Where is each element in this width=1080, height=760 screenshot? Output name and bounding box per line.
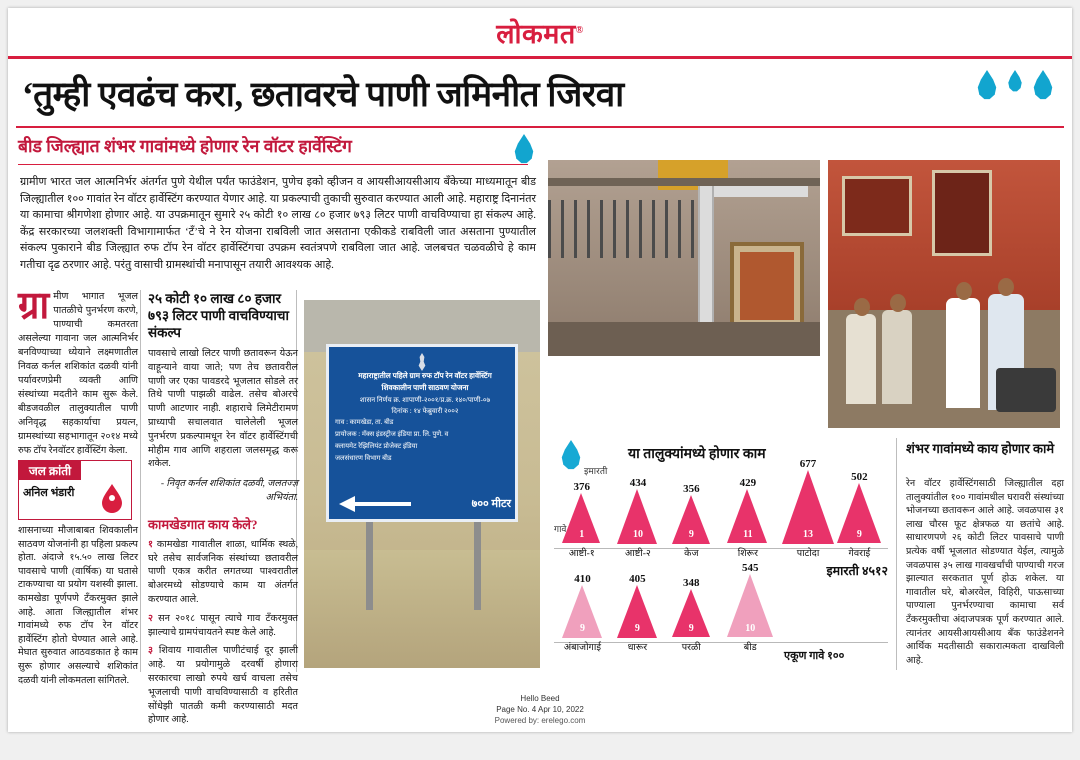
chart-bar-label: आष्टी-१ [568,548,595,559]
signboard-text [335,371,515,464]
list-item-text: कामखेडा गावातील शाळा, धार्मिक स्थळे, घरे तसेच सार्वजनिक संस्थांच्या छतावरील पाणी एकत्र करीत लगतच्या पाश्वरातील बोअरमध्ये सोडण्याचे काम या अंतर्गत करण्यात आले. [148,538,298,605]
chart-title: या तालुक्यांमध्ये होणार काम [628,447,766,462]
photo-gutter-pipe [698,186,808,197]
photo-base [548,322,820,356]
chart-bar-value: 677 [799,458,817,470]
chart-bar [672,577,710,653]
photo-signboard [304,300,540,668]
left-arrow-icon [339,497,411,511]
water-drop-decoration [976,70,1054,100]
chart-bar-village-count: 9 [856,528,862,540]
chart-bar-value: 405 [629,572,646,585]
chart-bar [617,477,659,559]
chart-bar [562,573,603,653]
list-item [148,538,298,607]
chart-total-villages: एकूण गावे १०० [784,650,845,662]
columnist-box [18,460,132,520]
chart-bar-village-count: 9 [688,622,694,634]
water-drop-decoration-2 [513,134,535,164]
chart-block [548,444,888,668]
list-item-number: ३ [148,645,153,657]
newspaper-page [8,8,1072,732]
photo-pipe-installation [548,160,820,356]
section-heading: २५ कोटी १० लाख ८० हजार ७९३ लिटर पाणी वाचविण्याचा संकल्प [148,291,289,340]
photo-person [882,310,912,404]
list-item-text: सन २०१८ पासून त्याचे गाव टँकरमुक्त झाल्याचे ग्रामपंचायतने स्पष्ट केले आहे. [148,612,298,638]
masthead [8,8,1072,59]
chart-bar-village-count: 10 [632,528,643,540]
photo-ground [304,550,540,668]
left-column-body: मीण भागात भूजल पातळीचे पुनर्भरण करणे, पाण्याची कमतरता असलेल्या गावाना जल आत्मनिर्भर बनविण्याच्या ध्येयाने लक्ष्मणातील निवळ कर्नल शशिकांत दळवी यांनी पर्यावरणप्रेमी व्यक्ती आणि संस्थांच्या मदतीने काम सुरू केले. बीडजवळील तालुक्यातील पाणी अनिवृद्ध सहकार्याचा प्रयत्न, ग्रामस्थांच्या सहभागातून २०१४ मध्ये रुफ टॉप रेनवॉटर हार्वेस्टिंग केला. [18,291,138,456]
signboard-leg [474,522,481,610]
chart-bar-label: गेवराई [848,548,871,559]
chart-bar-village-count: 13 [803,529,813,540]
chart-bar-label: शिरूर [737,548,758,559]
emblem-icon [416,353,428,371]
column-divider [896,438,897,670]
chart-bar [617,573,658,653]
chart-bar-label: पाटोदा [796,549,820,559]
logo-text: लोकमत [496,18,576,49]
legend-label-villages: गावे [554,524,567,534]
chart-bar-value: 348 [682,577,700,590]
signboard-line-5: गाव : कामखेडा, ता. बीड [335,419,394,426]
water-drop-icon [560,440,582,470]
chart-bar-value: 376 [573,481,591,494]
water-drop-icon [1032,70,1054,100]
chart-bar-village-count: 9 [634,622,640,634]
chart-bar-village-count: 11 [743,528,753,540]
chart-bar-label: आष्टी-२ [625,548,651,559]
quote-attribution: - निवृत कर्नल शशिकांत दळवी, जलतज्ज्ञ अभियंता. [160,478,298,503]
photo-motorcycle [996,368,1056,412]
water-drop-icon [1007,70,1023,92]
water-drop-icon [976,70,998,100]
second-column-body: पावसाचे लाखो लिटर पाणी छतावरून येऊन वाहून्याने वाया जाते; पण तेच छतावरील पाणी जर एका पावडरदे भूजलात सोडले तर तिथे पाणी पाझळी वाढेल. तसेच बोअरचे पाणी आटणार नाही. शहाराचे लिमेटीरामण प्राध्यापी सचालवात चालेलेली भूजल पुनर्भरण प्रकल्पामधून रेन वॉटर हार्वेस्टिंगची मोहीम गाव आणि शहराला जलसमृद्ध करू शकेल. [148,348,298,470]
trademark-symbol: ® [575,24,584,36]
chart-bar-label: परळी [681,642,701,653]
chart-bar [837,471,882,559]
photo-villagers [828,160,1060,428]
chart-bar [727,477,769,559]
signboard-line-6: प्रायोजक : मॅक्स इंडस्ट्रीज इंडिया प्रा. लि. पुणे. व [335,431,449,438]
column-brand-tab: जल क्रांती [19,461,81,480]
publication-logo [496,14,584,51]
photo-person [946,298,980,408]
chart-bar [672,483,711,559]
chart-bar-village-count: 1 [579,528,585,540]
columnist-name: अनिल भंडारी [23,487,75,499]
chart-bar [782,458,834,559]
water-drop-person-icon [99,483,125,513]
chart-bar-value: 434 [629,476,647,489]
photo-person-head [854,298,870,316]
second-column [148,290,298,727]
legend-drop-icon [560,440,582,470]
signboard-line-1: महाराष्ट्रातील पहिले ग्राम रुफ टॉप रेन वॉटर हार्वेस्टिंग [358,371,492,380]
photo-painting-inner [740,252,794,320]
chart-bar-label: बीड [743,642,757,653]
page-title: ‘तुम्ही एवढंच करा, छतावरचे पाणी जमिनीत जिरवा [22,74,624,114]
signboard-line-7: क्लायमेट रेझिलियंट प्रोजेक्ट इंडिया [335,443,418,450]
footer-source: Hello Beed [520,694,560,703]
photo-person-head [998,278,1014,296]
signboard-direction [339,496,511,511]
chart-bar-value: 502 [851,471,868,484]
photo-person [846,314,876,404]
water-drop-icon [513,134,535,164]
chart-bar-value: 429 [739,477,757,490]
photo-person-head [956,282,972,300]
chart-bar-value: 410 [574,572,591,585]
list-item-number: १ [148,538,153,550]
signboard-line-4: दिनांक : १४ फेब्रुवारी २००२ [391,407,459,415]
chart-bar [727,562,774,653]
photo-window [842,176,912,236]
drop-cap: ग्रा [18,285,50,327]
footer [8,693,1072,726]
list-item-text: शिवाय गावातील पाणीटंचाई दूर झाली आहे. या प्रयोगामुळे दरवर्षी होणारा सरकारचा लाखो रुपये खर्च वाचला तसेच भूजलाची पाणी वाचविण्यासाठी व हरितीत सोंधेझी पातळी कमी करण्यासाठी मदत होणार आहे. [148,645,298,726]
chart-bar-village-count: 10 [745,622,756,634]
chart-bar-label: अंबाजोगाई [563,642,602,653]
photo-person-head [890,294,906,312]
photo-roofline [548,178,820,186]
signboard [326,344,518,522]
list-item [148,612,298,640]
photo-railing [548,200,698,258]
chart-axis-row-2 [554,642,888,643]
chart-bar-village-count: 9 [579,622,585,634]
photo-door [932,170,992,256]
footer-page-date: Page No. 4 Apr 10, 2022 [496,705,584,714]
right-column-heading: शंभर गावांमध्ये काय होणार कामे [906,441,1055,456]
divider [16,126,1064,128]
signboard-leg [366,522,373,610]
legend-label-buildings: इमारती [584,466,608,476]
right-column-body: रेन वॉटर हार्वेस्टिंगसाठी जिल्ह्यातील दहा तालुक्यांतील १०० गावांमधील घरावरी संस्थांच्या भोजनच्या छतावरून आले आहे. जवळपास ३१ लाख चौरस फूट क्षेत्रफळ या छतांचे आहे. साधारणपणे २६ कोटी लिटर पावसाचे पाणी प्रत्येक वर्षी भूजलात सोडण्यात येईल, त्यामुळे जवळपास ३५ लाख गावखर्चांची पाण्याची गरज झाल्यात सरकतात पूर्ण होऊ शकेल. या गावातील घरे, बोअरवेल, विहिरी, पाऊसाच्या पाण्याला पुनर्भरण्याचा कामाचा सर्व टँकरमुक्तीचा अंदाजपत्रक पूर्ण करण्यात आले. त्यानंतर आयसीआयसीआय बँक फाउंडेशनने आर्थिक मदतीसाठी सकारात्मकता दाखविली आहे. [906,479,1064,666]
list-item-number: २ [148,612,153,624]
subhead-box [18,134,528,165]
signboard-line-3: शासन निर्णय क्र. शापाणी-२००१/प्र.क्र. १४०/पाणी-०७ [359,396,491,404]
signboard-line-8: जलसंधारण विभाग बीड [335,455,392,462]
chart-bar-label: केज [684,548,699,559]
chart-bar [562,481,602,559]
subhead: बीड जिल्ह्यात शंभर गावांमध्ये होणार रेन वॉटर हार्वेस्टिंग [18,136,352,156]
lead-paragraph: ग्रामीण भारत जल आत्मनिर्भर अंतर्गत पुणे येथील पर्यंत फाउंडेशन, पुणेच इको व्हीजन व आयसीआयसीआय बँकेच्या माध्यमातून बीड जिल्ह्यातील १०० गावांत रेन वॉटर हार्वेस्टिंग करण्यात येणार आहे. या प्रकल्पाची तुकाची सुरुवात करण्यात आली आहे. महाराष्ट्र दिनानंतर या कामाचा श्रीगणेशा होणार आहे. या उपक्रमातून सुमारे २५ कोटी १० लाख ८० हजार ७९३ लिटर पाणी वाचविण्याचा हा संकल्प आहे. केंद्र सरकारच्या जलशक्ती विभागामार्फत ‘टँ’चे ने रेन योजना राबविली जात असताना एकीकडे राबविली जात असताना पुण्यातील संकल्प पुकाराने बीड जिल्ह्यात रुफ टॉप रेन वॉटर हार्वेस्टिंगचा उपक्रम स्वतंत्रपणे राबविला जात आहे. जलबचत चळवळीचे हे काम गतीचा दृढ ठरणार आहे. परंतु वासाची ग्रामस्थांची मनापासून तयारी आवश्यक आहे. [20,176,536,271]
chart-total-buildings: इमारती ४५१२ [826,564,888,578]
question-heading: कामखेडगात काय केले? [148,516,258,532]
chart-bar-label: धारूर [627,642,648,653]
column-divider [140,290,141,672]
left-column-article-2: शासनाच्या मौजाबाबत शिवकालीन साठवण योजनांनी हा पहिला प्रकल्प होता. अंदाजे १५.५० लाख लिटर पावसाचे पाणी (वार्षिक) या घतासे टाकण्याचा या प्रयोग यशस्वी झाला. कामखेडा पूर्णपणे टँकरमुक्त झाले आहे. आता जिल्ह्यातील शंभर गावांमध्ये रुफ टॉप रेन वॉटर हार्वेस्टिंग होतो घेण्यात आले आहे. मेघात सुरुवात आठवडकात हे काम सुरू होणार असल्याचे शशिकांत दळवी यांनी लोकमतला सांगितले. [18,525,138,686]
chart-bar-value: 356 [683,482,700,495]
signboard-line-2: शिवकालीन पाणी साठवण योजना [381,383,469,392]
chart-bar-village-count: 9 [688,528,694,540]
photo-wall-painting [730,242,804,330]
footer-powered-by: Powered by: erelego.com [494,716,586,725]
headline-row [8,63,1072,123]
distance-label: ७०० मीटर [471,498,511,510]
chart-bar-value: 545 [742,562,759,575]
